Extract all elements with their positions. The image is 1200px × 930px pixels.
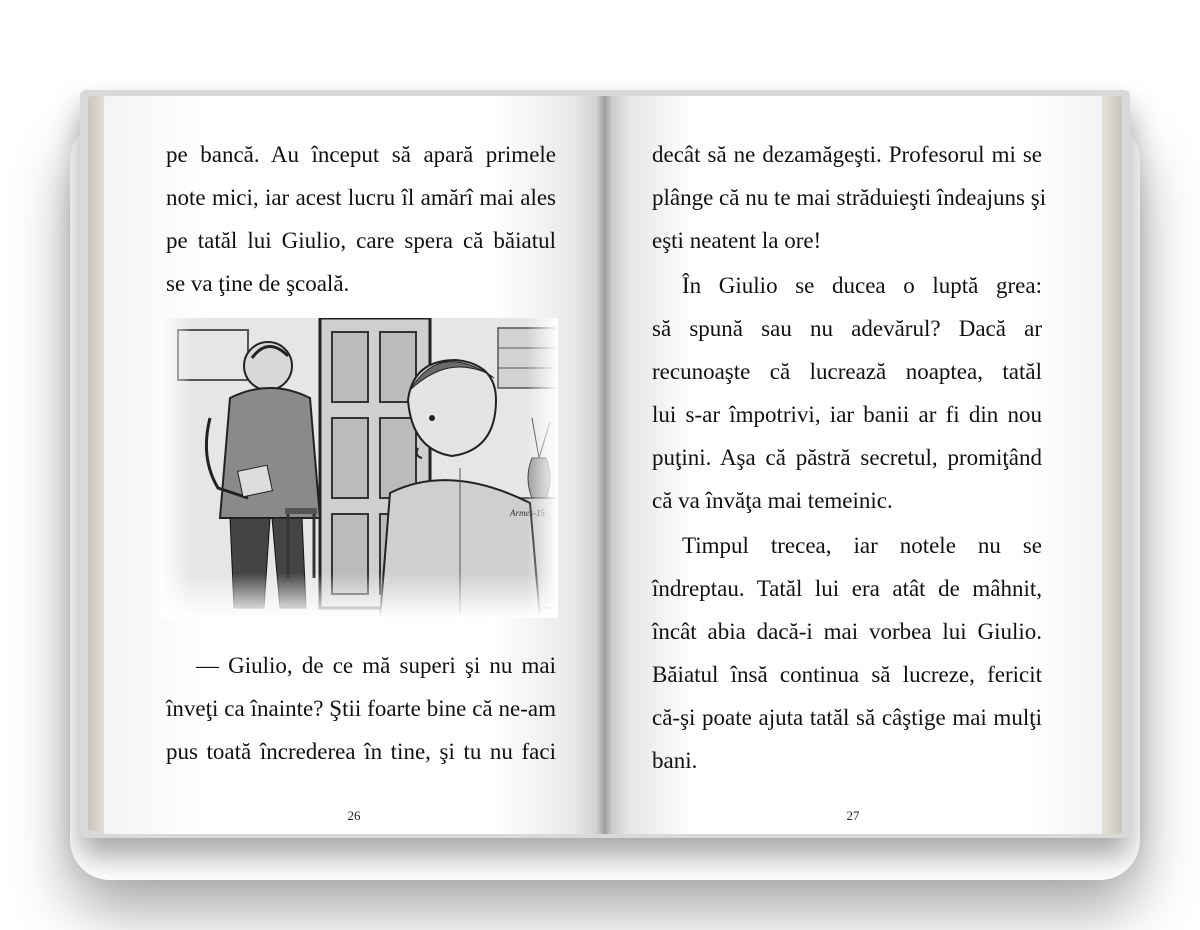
page-number-right: 27 — [846, 808, 860, 823]
text-line: Băiatul însă continua să lucreze, fericit — [652, 662, 1042, 687]
text-line: că va învăţa mai temeinic. — [652, 488, 893, 513]
text-line: recunoaşte că lucrează noaptea, tatăl — [652, 359, 1042, 384]
text-line: să spună sau nu adevărul? Dacă ar — [652, 316, 1042, 341]
page-number-left: 26 — [347, 808, 361, 823]
text-line: se va ţine de şcoală. — [166, 271, 350, 296]
text-line: eşti neatent la ore! — [652, 228, 822, 253]
text-line: pus toată încrederea în tine, şi tu nu faci — [166, 739, 556, 764]
text-line: bani. — [652, 748, 698, 773]
text-line: pe tatăl lui Giulio, care spera că băiatul — [166, 228, 556, 253]
text-line: În Giulio se ducea o luptă grea: — [682, 273, 1042, 298]
text-line: decât să ne dezamăgeşti. Profesorul mi se — [652, 142, 1042, 167]
text-line: înveţi ca înainte? Ştii foarte bine că ne-am — [166, 696, 556, 721]
right-page — [604, 96, 1102, 834]
text-line: — Giulio, de ce mă superi şi nu mai — [196, 653, 556, 678]
text-line: pe bancă. Au început să apară primele — [166, 142, 556, 167]
text-line: îndreptau. Tatăl lui era atât de mâhnit, — [652, 576, 1042, 601]
text-line: note mici, iar acest lucru îl amărî mai ales — [166, 185, 556, 210]
left-page — [104, 96, 604, 834]
text-line: că-şi poate ajuta tatăl să câştige mai mulţi — [652, 705, 1042, 730]
page-stack-right — [1100, 96, 1122, 834]
text-line: plânge că nu te mai străduieşti îndeajuns şi — [652, 185, 1047, 210]
father-and-boy-sketch-illustration — [160, 318, 558, 618]
book-gutter — [596, 96, 612, 834]
text-line: Timpul trecea, iar notele nu se — [682, 533, 1042, 558]
text-line: încât abia dacă-i mai vorbea lui Giulio. — [652, 619, 1042, 644]
text-line: lui s-ar împotrivi, iar banii ar fi din nou — [652, 402, 1042, 427]
text-line: puţini. Aşa că păstră secretul, promiţând — [652, 445, 1042, 470]
